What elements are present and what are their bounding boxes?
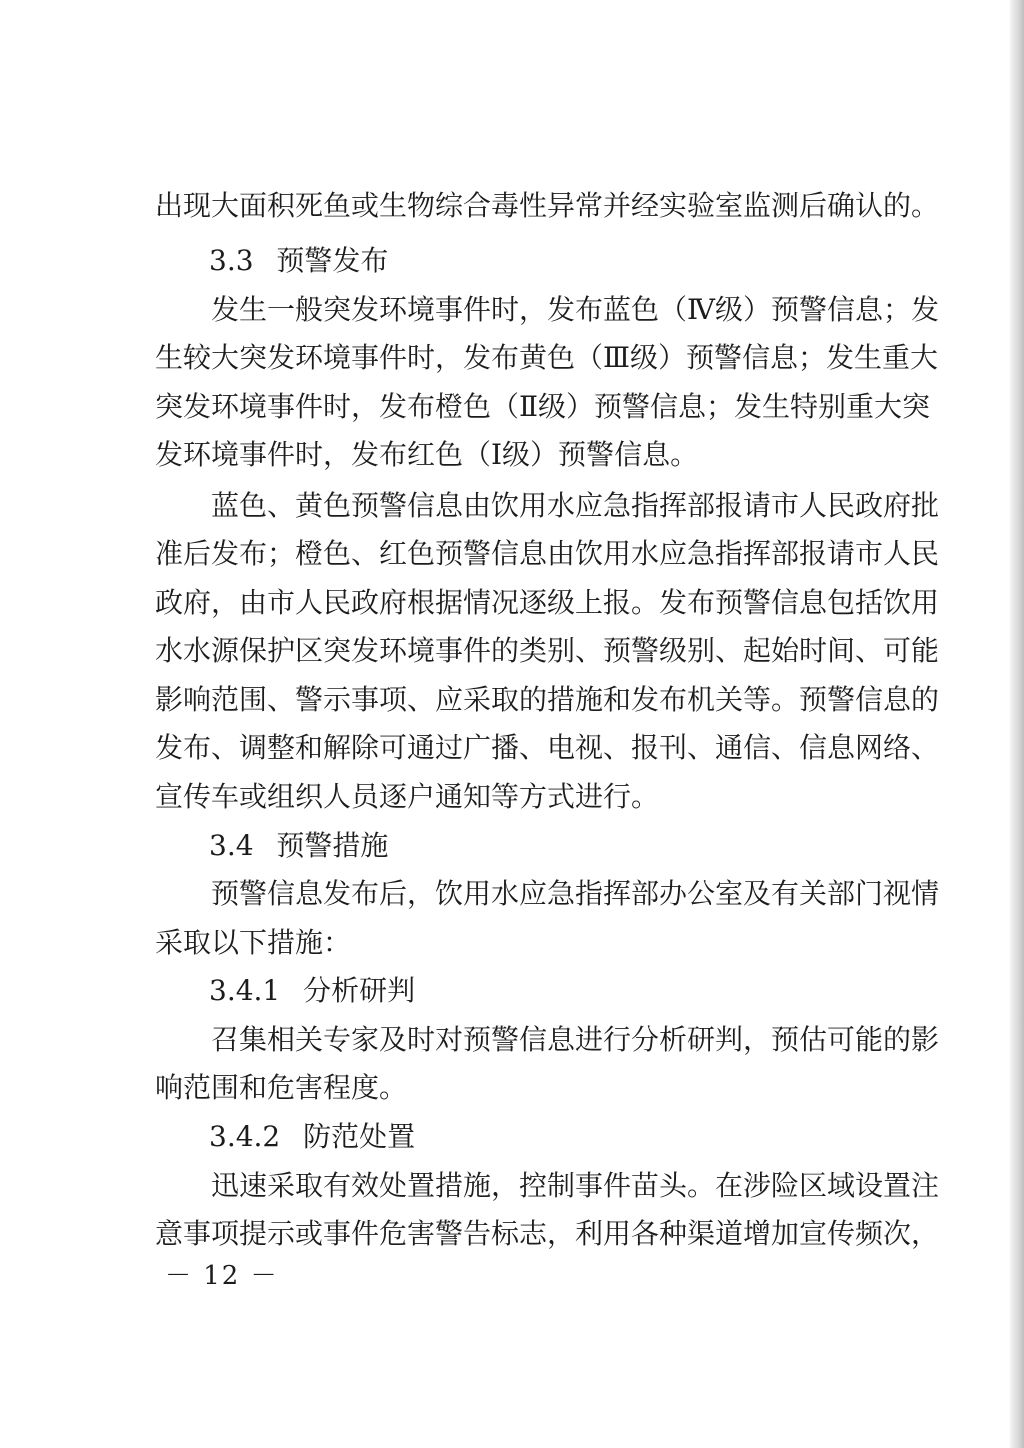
section-heading-3-4: 3.4 预警措施: [209, 829, 389, 862]
text-line: 响范围和危害程度。: [155, 1071, 408, 1104]
text-line: 生较大突发环境事件时，发布黄色（Ⅲ级）预警信息；发生重大: [155, 341, 939, 374]
text-line: 召集相关专家及时对预警信息进行分析研判，预估可能的影: [211, 1023, 940, 1056]
text-line: 意事项提示或事件危害警告标志，利用各种渠道增加宣传频次，: [155, 1217, 940, 1250]
text-line: 宣传车或组织人员逐户通知等方式进行。: [155, 780, 660, 813]
section-heading-3-4-1: 3.4.1 分析研判: [209, 974, 416, 1007]
text-line: 水水源保护区突发环境事件的类别、预警级别、起始时间、可能: [155, 634, 940, 667]
text-line: 迅速采取有效处置措施，控制事件苗头。在涉险区域设置注: [211, 1169, 940, 1202]
text-line: 政府，由市人民政府根据情况逐级上报。发布预警信息包括饮用: [155, 586, 940, 619]
text-line: 发环境事件时，发布红色（Ⅰ级）预警信息。: [155, 438, 699, 471]
text-line: 突发环境事件时，发布橙色（Ⅱ级）预警信息；发生特别重大突: [155, 390, 931, 423]
section-heading-3-3: 3.3 预警发布: [209, 244, 389, 277]
text-line: 发生一般突发环境事件时，发布蓝色（Ⅳ级）预警信息；发: [211, 293, 939, 326]
text-line: 出现大面积死鱼或生物综合毒性异常并经实验室监测后确认的。: [155, 189, 940, 222]
text-line: 影响范围、警示事项、应采取的措施和发布机关等。预警信息的: [155, 683, 940, 716]
text-line: 发布、调整和解除可通过广播、电视、报刊、通信、信息网络、: [155, 731, 940, 764]
scan-edge: [1010, 0, 1024, 1448]
text-line: 采取以下措施：: [155, 926, 352, 959]
text-line: 准后发布；橙色、红色预警信息由饮用水应急指挥部报请市人民: [155, 537, 940, 570]
text-line: 预警信息发布后，饮用水应急指挥部办公室及有关部门视情: [211, 877, 940, 910]
text-line: 蓝色、黄色预警信息由饮用水应急指挥部报请市人民政府批: [211, 489, 940, 522]
section-heading-3-4-2: 3.4.2 防范处置: [209, 1120, 416, 1153]
page-number: － 12 －: [165, 1261, 279, 1291]
